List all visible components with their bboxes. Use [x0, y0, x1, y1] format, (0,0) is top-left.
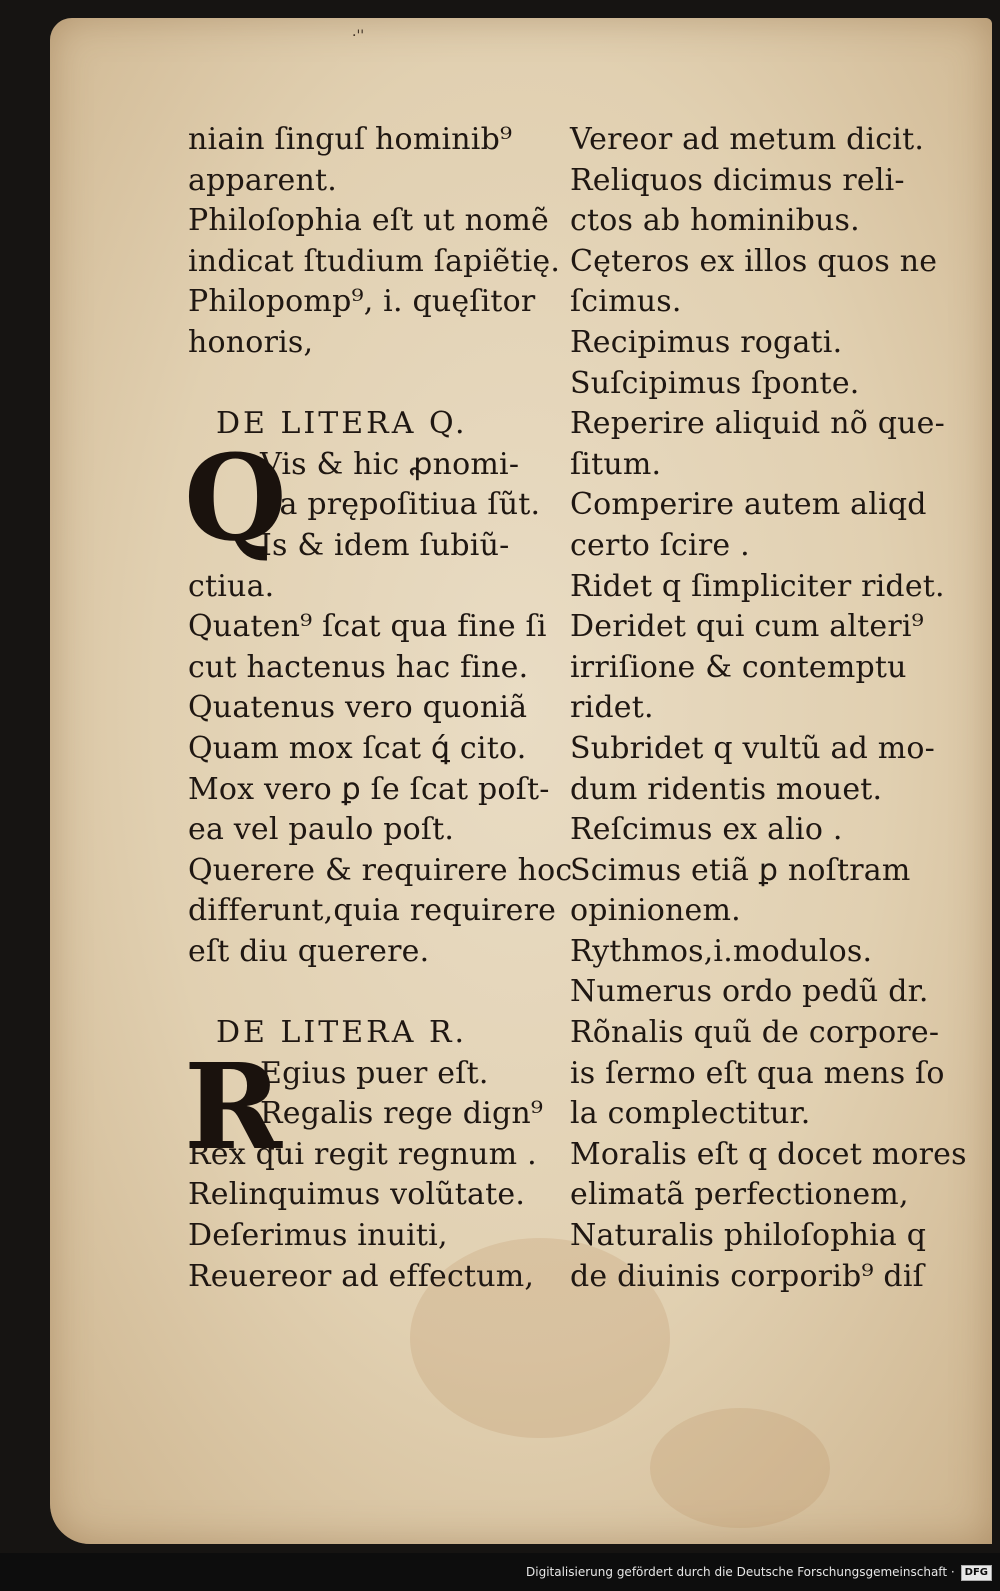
- text-line: Suſcipimus ſponte.: [570, 365, 860, 401]
- text-line: ctiua.: [188, 568, 275, 604]
- blank-line: [188, 364, 568, 405]
- text-line: certo ſcire .: [570, 527, 750, 563]
- text-line: eſt diu querere.: [188, 933, 430, 969]
- text-line: Relinquimus volũtate.: [188, 1177, 526, 1213]
- text-line: niain ſinguſ hominib⁹: [188, 122, 513, 157]
- text-line: la complectitur.: [570, 1096, 811, 1132]
- text-line: Reuereor ad effectum,: [188, 1258, 535, 1294]
- footer-credit: Digitalisierung gefördert durch die Deutsche Forschungsgemeinschaft ·: [526, 1565, 955, 1579]
- text-line: Reſcimus ex alio .: [570, 812, 843, 848]
- text-line: is ſermo eſt qua mens ſo: [570, 1055, 945, 1091]
- text-line-content: Egius puer eſt.: [260, 1055, 489, 1091]
- text-line: Deridet qui cum alteri⁹: [570, 609, 924, 645]
- text-line: Quatenus vero quoniã: [188, 690, 528, 726]
- text-line: Quaten⁹ ſcat qua fine ſi: [188, 609, 547, 645]
- text-line: Regalis rege dign⁹: [260, 1096, 544, 1132]
- text-line: Rex qui regit regnum .: [188, 1136, 537, 1172]
- text-line: Moralis eſt q docet mores: [570, 1136, 967, 1172]
- text-line: Querere & requirere hoc: [188, 852, 573, 888]
- text-line: Deſerimus inuiti,: [188, 1218, 448, 1254]
- section-heading-q: DE LITERA Q.: [216, 406, 468, 442]
- text-line: Vereor ad metum dicit.: [570, 122, 925, 157]
- text-line: Rythmos,i.modulos.: [570, 933, 873, 969]
- dropcap-q: Q: [184, 427, 287, 567]
- dropcap-r: R: [184, 1036, 283, 1176]
- text-line: indicat ſtudium ſapiẽtię.: [188, 243, 561, 279]
- text-line: ea vel paulo poſt.: [188, 812, 455, 848]
- text-line: honoris,: [188, 324, 314, 360]
- text-line: Is & idem ſubiũ‑: [260, 527, 510, 563]
- text-line: Philopomp⁹, i. quęſitor: [188, 284, 536, 320]
- text-line: Reliquos dicimus reli‑: [570, 162, 905, 198]
- text-line: opinionem.: [570, 893, 741, 929]
- text-line: Mox vero ꝑ ſe ſcat poſt‑: [188, 771, 550, 807]
- text-line: Subridet q vultũ ad mo‑: [570, 730, 935, 766]
- text-line: Scimus etiã ꝑ noſtram: [570, 852, 911, 888]
- dfg-logo-icon: DFG: [961, 1565, 992, 1581]
- blank-line: [188, 972, 568, 1013]
- text-line: irriſione & contemptu: [570, 649, 907, 685]
- text-line: apparent.: [188, 162, 337, 198]
- text-line: cut hactenus hac fine.: [188, 649, 529, 685]
- digitization-footer: [0, 1553, 1000, 1591]
- text-line: ſcimus.: [570, 284, 682, 320]
- text-line: elimatã perfectionem,: [570, 1177, 909, 1213]
- text-line: dum ridentis mouet.: [570, 771, 883, 807]
- text-line: differunt,quia requirere: [188, 893, 557, 929]
- text-line: Recipimus rogati.: [570, 324, 843, 360]
- right-text-column: [570, 120, 970, 1297]
- text-line: Philoſophia eſt ut nomẽ: [188, 203, 550, 239]
- paper-stain: [650, 1408, 830, 1528]
- text-line: Ridet q ſimpliciter ridet.: [570, 568, 945, 604]
- text-line: ctos ab hominibus.: [570, 203, 860, 239]
- text-line: Rõnalis quũ de corpore‑: [570, 1015, 940, 1051]
- left-text-column: [184, 120, 573, 1297]
- text-line: Comperire autem aliqd: [570, 487, 927, 523]
- text-line: na prępoſitiua ſũt.: [260, 487, 541, 523]
- text-line: ridet.: [570, 690, 654, 726]
- text-line-content: Vis & hic ꝓnomi‑: [260, 446, 520, 482]
- text-line: de diuinis corporib⁹ diſ: [570, 1258, 924, 1294]
- section-heading-r: DE LITERA R.: [216, 1015, 468, 1051]
- ink-mark: ·'': [352, 28, 365, 44]
- text-line: Naturalis philoſophia q: [570, 1218, 927, 1254]
- text-line: ſitum.: [570, 446, 662, 482]
- text-line: Quam mox ſcat ꝗ́ cito.: [188, 730, 527, 766]
- text-line: Reperire aliquid nõ que‑: [570, 406, 945, 442]
- text-line: Numerus ordo pedũ dr.: [570, 974, 929, 1010]
- text-line: Cęteros ex illos quos ne: [570, 243, 938, 279]
